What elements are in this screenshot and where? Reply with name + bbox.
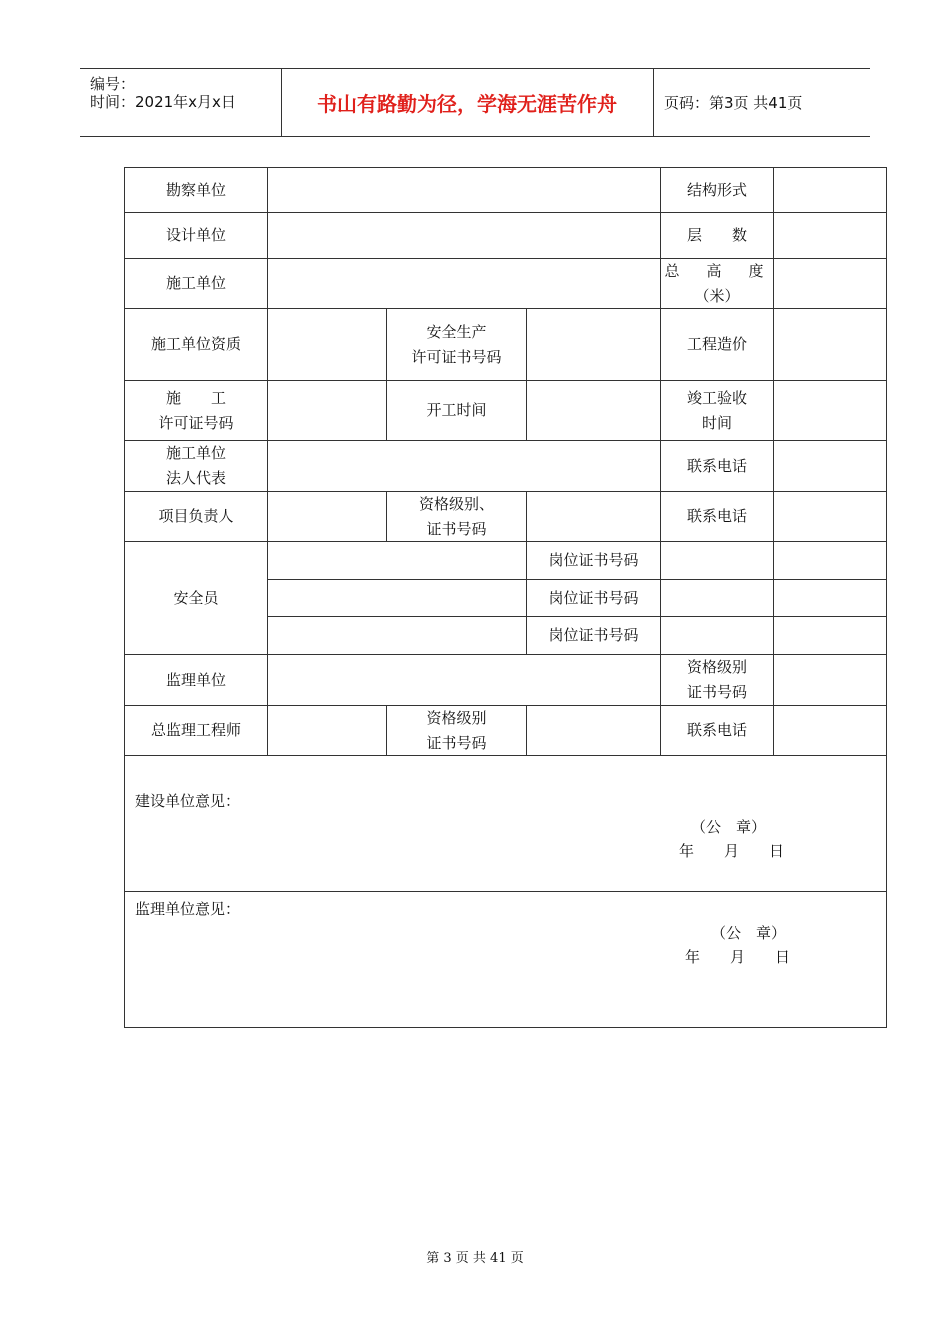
safety-extra-field-1[interactable] <box>773 541 887 580</box>
acceptance-time-label <box>660 380 774 441</box>
chief-supervisor-field[interactable] <box>267 705 387 756</box>
legal-rep-field[interactable] <box>267 440 661 492</box>
chief-qualification-label <box>386 705 527 756</box>
page-header <box>80 68 870 137</box>
survey-unit-label: 勘察单位 <box>124 167 268 213</box>
supervision-qualification-line1: 资格级别 <box>686 658 747 676</box>
construction-permit-label <box>124 380 268 441</box>
safety-permit-field[interactable] <box>526 308 661 381</box>
legal-rep-line1: 施工单位 <box>165 444 226 462</box>
post-cert-field-1[interactable] <box>660 541 774 580</box>
builder-seal: （公 章） <box>691 818 767 836</box>
construction-permit-line1: 施 工 <box>165 388 226 407</box>
post-cert-label-1: 岗位证书号码 <box>526 541 661 580</box>
supervision-qualification-label <box>660 654 774 706</box>
chief-qualification-line2: 证书号码 <box>426 733 487 752</box>
design-unit-field[interactable] <box>267 212 661 259</box>
project-cost-field[interactable] <box>773 308 887 381</box>
construction-permit-line2: 许可证号码 <box>158 413 234 432</box>
construction-qualification-label: 施工单位资质 <box>124 308 268 381</box>
project-manager-field[interactable] <box>267 491 387 542</box>
contact-phone-label-2: 联系电话 <box>660 491 774 542</box>
page-footer: 第 3 页 共 41 页 <box>426 1251 524 1266</box>
start-time-label: 开工时间 <box>386 380 527 441</box>
safety-officer-label: 安全员 <box>124 541 268 655</box>
header-meta <box>80 69 282 136</box>
safety-officer-name-field-2[interactable] <box>267 579 527 617</box>
header-slogan: 书山有路勤为径，学海无涯苦作舟 <box>281 69 654 136</box>
contact-phone-label-1: 联系电话 <box>660 440 774 492</box>
contact-phone-label-3: 联系电话 <box>660 705 774 756</box>
start-time-field[interactable] <box>526 380 661 441</box>
supervision-unit-field[interactable] <box>267 654 661 706</box>
post-cert-field-3[interactable] <box>660 616 774 655</box>
contact-phone-field-3[interactable] <box>773 705 887 756</box>
chief-qualification-field[interactable] <box>526 705 661 756</box>
builder-opinion-box[interactable] <box>124 755 887 892</box>
contact-phone-field-2[interactable] <box>773 491 887 542</box>
legal-rep-label <box>124 440 268 492</box>
builder-date: 年 月 日 <box>679 842 785 860</box>
floors-field[interactable] <box>773 212 887 259</box>
construction-unit-field[interactable] <box>267 258 661 309</box>
builder-opinion-label: 建设单位意见： <box>135 792 241 810</box>
header-page-info: 页码：第3页 共41页 <box>664 94 803 112</box>
supervision-qualification-field[interactable] <box>773 654 887 706</box>
structure-type-field[interactable] <box>773 167 887 213</box>
legal-rep-line2: 法人代表 <box>165 469 226 487</box>
safety-extra-field-3[interactable] <box>773 616 887 655</box>
number-label: 编号： <box>90 75 136 93</box>
post-cert-label-3: 岗位证书号码 <box>526 616 661 655</box>
safety-extra-field-2[interactable] <box>773 579 887 617</box>
supervisor-seal: （公 章） <box>711 924 787 942</box>
acceptance-time-field[interactable] <box>773 380 887 441</box>
post-cert-label-2: 岗位证书号码 <box>526 579 661 617</box>
safety-officer-name-field-3[interactable] <box>267 616 527 655</box>
qualification-level-line2: 证书号码 <box>426 519 487 538</box>
supervisor-date: 年 月 日 <box>685 948 791 966</box>
safety-permit-label <box>386 308 527 381</box>
total-height-field[interactable] <box>773 258 887 309</box>
floors-label: 层 数 <box>660 212 774 259</box>
structure-type-label: 结构形式 <box>660 167 774 213</box>
supervision-qualification-line2: 证书号码 <box>686 683 747 701</box>
survey-unit-field[interactable] <box>267 167 661 213</box>
qualification-level-label <box>386 491 527 542</box>
construction-qualification-field[interactable] <box>267 308 387 381</box>
acceptance-line2: 时间 <box>701 413 732 432</box>
qualification-level-field[interactable] <box>526 491 661 542</box>
chief-qualification-line1: 资格级别 <box>426 708 487 727</box>
construction-unit-label: 施工单位 <box>124 258 268 309</box>
post-cert-field-2[interactable] <box>660 579 774 617</box>
project-info-form <box>124 167 887 1028</box>
safety-permit-line1: 安全生产 <box>426 322 487 341</box>
qualification-level-line1: 资格级别、 <box>418 494 494 513</box>
safety-officer-name-field-1[interactable] <box>267 541 527 580</box>
total-height-line2: （米） <box>694 286 740 305</box>
supervisor-opinion-label: 监理单位意见： <box>135 900 241 918</box>
safety-permit-line2: 许可证书号码 <box>411 347 502 366</box>
chief-supervisor-label: 总监理工程师 <box>124 705 268 756</box>
total-height-label <box>660 258 774 309</box>
design-unit-label: 设计单位 <box>124 212 268 259</box>
construction-permit-field[interactable] <box>267 380 387 441</box>
acceptance-line1: 竣工验收 <box>686 388 747 407</box>
time-label: 时间：2021年x月x日 <box>90 93 236 111</box>
project-manager-label: 项目负责人 <box>124 491 268 542</box>
supervision-unit-label: 监理单位 <box>124 654 268 706</box>
contact-phone-field-1[interactable] <box>773 440 887 492</box>
total-height-line1: 总 高 度 <box>664 261 770 280</box>
supervisor-opinion-box[interactable] <box>124 891 887 1028</box>
project-cost-label: 工程造价 <box>660 308 774 381</box>
